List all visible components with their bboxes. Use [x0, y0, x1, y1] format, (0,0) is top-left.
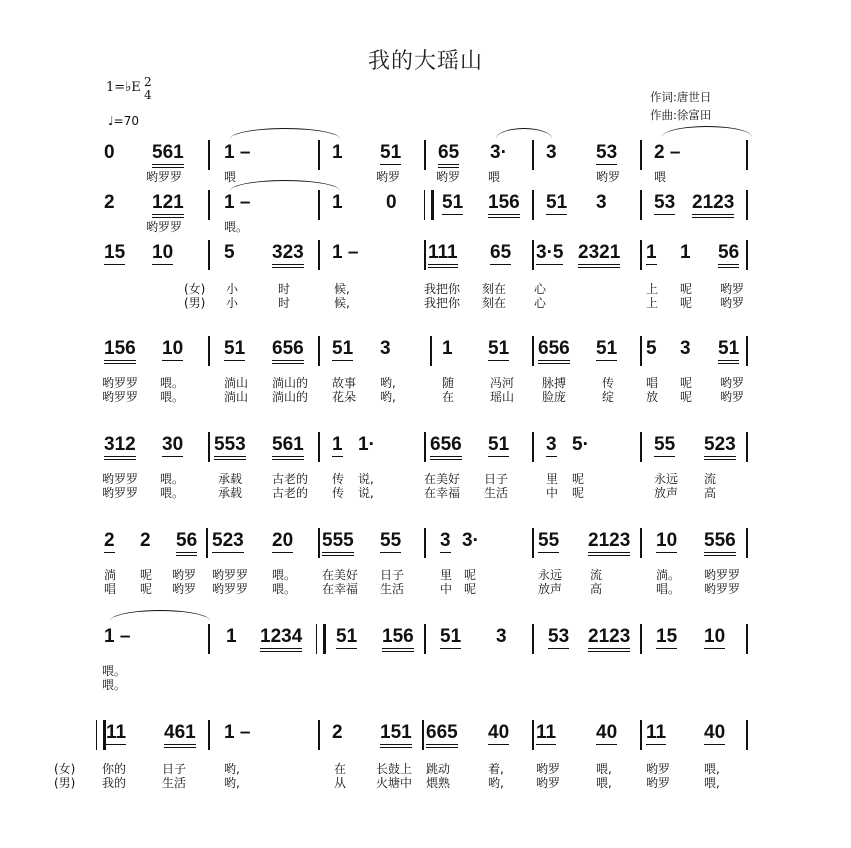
- lyric: 小: [226, 282, 239, 296]
- note: 11: [536, 722, 557, 743]
- lyric: 流: [704, 472, 717, 486]
- lyric: 哟罗罗: [146, 170, 183, 184]
- lyric: 在美好: [322, 568, 359, 582]
- lyric: 放声: [538, 582, 563, 596]
- lyric: 喂。: [272, 568, 297, 582]
- lyric: 上: [646, 296, 659, 310]
- lyric: 呢: [680, 296, 693, 310]
- lyric: 哟罗: [720, 390, 745, 404]
- lyric: 哟,: [488, 776, 504, 790]
- lyric: 哟罗: [436, 170, 461, 184]
- note: 556: [704, 530, 736, 556]
- lyric: (女): [184, 282, 206, 296]
- note: 51: [380, 142, 402, 163]
- note: 15: [656, 626, 678, 647]
- lyric: (女): [54, 762, 76, 776]
- note: 10: [162, 338, 184, 359]
- lyric: 脸庞: [542, 390, 567, 404]
- lyric: 淌。: [656, 568, 681, 582]
- composer: 作曲:徐富田: [650, 108, 712, 122]
- lyric: 呢: [140, 568, 153, 582]
- note: 53: [654, 192, 676, 213]
- note: 51: [336, 626, 358, 647]
- slur: [110, 610, 210, 621]
- note: 51: [224, 338, 246, 359]
- lyric: 你的: [102, 762, 127, 776]
- song-title: 我的大瑶山: [367, 49, 483, 74]
- lyric: 哟罗: [720, 282, 745, 296]
- lyric: 承载: [218, 472, 243, 486]
- note: 656: [430, 434, 462, 460]
- lyric: 候,: [334, 296, 350, 310]
- lyric: 传: [332, 486, 345, 500]
- lyric: 喂,: [704, 762, 720, 776]
- lyric: 哟罗罗: [102, 376, 139, 390]
- note: 11: [106, 722, 127, 743]
- lyric: 喂。: [160, 472, 185, 486]
- lyric: 流: [590, 568, 603, 582]
- note: 2: [332, 722, 343, 743]
- note: 40: [488, 722, 510, 743]
- lyric: 脉搏: [542, 376, 567, 390]
- note: 1 –: [224, 192, 251, 213]
- lyric: 哟罗: [376, 170, 401, 184]
- note: 3: [380, 338, 391, 359]
- lyric: 放声: [654, 486, 679, 500]
- note: 11: [646, 722, 667, 743]
- note: 523: [704, 434, 736, 460]
- lyric: 里: [546, 472, 559, 486]
- note: 2123: [588, 626, 630, 652]
- lyric: 哟罗罗: [212, 568, 249, 582]
- note: 1: [646, 242, 657, 263]
- lyric: 呢: [680, 282, 693, 296]
- lyric: 冯河: [490, 376, 515, 390]
- lyric: 生活: [380, 582, 405, 596]
- note: 51: [332, 338, 354, 359]
- lyric: 淌山: [224, 376, 249, 390]
- lyric: 火塘中: [376, 776, 413, 790]
- note: 461: [164, 722, 196, 748]
- note: 3: [596, 192, 607, 213]
- lyric: 传: [332, 472, 345, 486]
- lyric: 哟,: [224, 776, 240, 790]
- lyric: 喂。: [102, 678, 127, 692]
- lyric: 喂。: [160, 486, 185, 500]
- lyric: 我的: [102, 776, 127, 790]
- lyric: 哟罗: [172, 568, 197, 582]
- note: 40: [704, 722, 726, 743]
- note: 553: [214, 434, 246, 460]
- note: 2: [104, 192, 115, 213]
- note: 5: [646, 338, 657, 359]
- lyric: 哟罗罗: [102, 486, 139, 500]
- lyric: 呢: [140, 582, 153, 596]
- lyric: 哟罗罗: [102, 472, 139, 486]
- note: 51: [488, 434, 510, 455]
- lyric: 哟,: [224, 762, 240, 776]
- lyric: 哟罗罗: [146, 220, 183, 234]
- note: 312: [104, 434, 136, 460]
- lyric: 生活: [484, 486, 509, 500]
- note: 55: [654, 434, 676, 455]
- note: 40: [596, 722, 618, 743]
- key-label: 1=♭E: [106, 80, 141, 95]
- tempo-marking: ♩=70: [108, 114, 139, 128]
- note: 3: [440, 530, 451, 551]
- lyric: 说,: [358, 472, 374, 486]
- lyric: 从: [334, 776, 347, 790]
- note: 1: [332, 192, 343, 213]
- lyric: 哟罗: [596, 170, 621, 184]
- lyric: 我把你: [424, 296, 461, 310]
- note: 55: [380, 530, 402, 551]
- lyric: 我把你: [424, 282, 461, 296]
- lyric: 哟罗罗: [704, 582, 741, 596]
- lyric: 哟,: [380, 390, 396, 404]
- note: 5: [224, 242, 235, 263]
- note: 2321: [578, 242, 620, 268]
- note: 51: [718, 338, 739, 364]
- note: 0: [386, 192, 397, 213]
- lyric: 喂。: [102, 664, 127, 678]
- key-signature: [106, 75, 152, 102]
- lyric: 在: [442, 390, 455, 404]
- note: 1: [442, 338, 453, 359]
- lyric: 花朵: [332, 390, 357, 404]
- lyric: 中: [440, 582, 453, 596]
- note: 51: [442, 192, 464, 213]
- note: 1 –: [224, 142, 251, 163]
- note: 323: [272, 242, 304, 268]
- lyric: 哟,: [380, 376, 396, 390]
- lyric: 哟罗罗: [212, 582, 249, 596]
- lyric: 喂。: [224, 220, 249, 234]
- lyric: 随: [442, 376, 455, 390]
- lyric: 呢: [680, 376, 693, 390]
- lyric: 绽: [602, 390, 615, 404]
- lyric: 日子: [380, 568, 405, 582]
- note: 53: [548, 626, 570, 647]
- lyric: 时: [278, 296, 291, 310]
- note: 51: [596, 338, 618, 359]
- note: 51: [440, 626, 462, 647]
- note: 3·: [490, 142, 507, 163]
- lyric: 在幸福: [424, 486, 461, 500]
- lyric: 心: [534, 296, 547, 310]
- lyric: 哟罗: [720, 376, 745, 390]
- lyric: 高: [704, 486, 717, 500]
- note: 5·: [572, 434, 589, 455]
- time-signature: 2 4: [144, 75, 152, 102]
- lyric: 说,: [358, 486, 374, 500]
- note: 156: [382, 626, 414, 652]
- note: 10: [704, 626, 726, 647]
- note: 2123: [588, 530, 630, 556]
- note: 2123: [692, 192, 734, 218]
- lyric: 着,: [488, 762, 504, 776]
- note: 3: [496, 626, 507, 647]
- note: 65: [490, 242, 512, 263]
- lyric: 哟罗: [646, 762, 671, 776]
- repeat-end: [316, 624, 326, 654]
- note: 0: [104, 142, 115, 163]
- credits: [650, 88, 711, 124]
- slur: [230, 180, 340, 191]
- lyric: 呢: [464, 582, 477, 596]
- lyric: 小: [226, 296, 239, 310]
- slur: [496, 128, 552, 139]
- note: 20: [272, 530, 294, 551]
- note: 3: [546, 434, 557, 455]
- note: 15: [104, 242, 126, 263]
- lyric: 故事: [332, 376, 357, 390]
- note: 1 –: [224, 722, 251, 743]
- lyric: 喂。: [160, 390, 185, 404]
- lyric: 唱: [104, 582, 117, 596]
- note: 3·5: [536, 242, 564, 263]
- note: 156: [488, 192, 520, 218]
- lyric: 呢: [680, 390, 693, 404]
- lyric: 喂: [224, 170, 237, 184]
- note: 555: [322, 530, 354, 556]
- lyric: 唱: [646, 376, 659, 390]
- note: 156: [104, 338, 136, 364]
- lyric: 淌山: [224, 390, 249, 404]
- lyric: 哟罗: [536, 776, 561, 790]
- note: 30: [162, 434, 184, 455]
- note: 10: [152, 242, 174, 263]
- note: 56: [718, 242, 739, 268]
- lyric: 永远: [538, 568, 563, 582]
- note: 1: [226, 626, 237, 647]
- note: 1: [332, 434, 343, 455]
- note: 56: [176, 530, 197, 556]
- lyric: 淌: [104, 568, 117, 582]
- repeat-start: [96, 720, 106, 750]
- lyric: (男): [54, 776, 76, 790]
- lyric: 瑶山: [490, 390, 515, 404]
- note: 2 –: [654, 142, 681, 163]
- lyric: 放: [646, 390, 659, 404]
- lyric: 呢: [464, 568, 477, 582]
- lyric: 喂。: [272, 582, 297, 596]
- repeat-start: [424, 190, 434, 220]
- lyric: 古老的: [272, 486, 309, 500]
- lyric: 里: [440, 568, 453, 582]
- note: 2: [104, 530, 115, 551]
- lyric: 喂,: [596, 762, 612, 776]
- note: 656: [272, 338, 304, 364]
- note: 65: [438, 142, 459, 168]
- lyric: 哟罗: [536, 762, 561, 776]
- lyric: 淌山的: [272, 376, 309, 390]
- lyric: 喂。: [160, 376, 185, 390]
- note: 3: [680, 338, 691, 359]
- lyric: 长鼓上: [376, 762, 413, 776]
- lyric: 唱。: [656, 582, 681, 596]
- lyric: 日子: [484, 472, 509, 486]
- note: 1: [680, 242, 691, 263]
- note: 151: [380, 722, 412, 748]
- lyric: 喂: [654, 170, 667, 184]
- note: 121: [152, 192, 184, 218]
- lyric: 喂,: [596, 776, 612, 790]
- lyric: 煨熟: [426, 776, 451, 790]
- note: 51: [488, 338, 510, 359]
- lyricist: 作词:唐世日: [650, 90, 712, 104]
- note: 51: [546, 192, 568, 213]
- lyric: 在幸福: [322, 582, 359, 596]
- lyric: 上: [646, 282, 659, 296]
- lyric: 刻在: [482, 282, 507, 296]
- lyric: 古老的: [272, 472, 309, 486]
- lyric: 在: [334, 762, 347, 776]
- note: 3·: [462, 530, 479, 551]
- lyric: 日子: [162, 762, 187, 776]
- lyric: 时: [278, 282, 291, 296]
- lyric: 生活: [162, 776, 187, 790]
- lyric: 喂,: [704, 776, 720, 790]
- note: 55: [538, 530, 560, 551]
- lyric: 中: [546, 486, 559, 500]
- note: 10: [656, 530, 678, 551]
- note: 53: [596, 142, 618, 163]
- note: 561: [152, 142, 184, 168]
- note: 1234: [260, 626, 302, 652]
- lyric: 哟罗: [720, 296, 745, 310]
- lyric: 淌山的: [272, 390, 309, 404]
- note: 561: [272, 434, 304, 460]
- note: 1 –: [332, 242, 359, 263]
- lyric: 呢: [572, 472, 585, 486]
- lyric: 心: [534, 282, 547, 296]
- lyric: 高: [590, 582, 603, 596]
- lyric: 永远: [654, 472, 679, 486]
- note: 111: [428, 242, 458, 268]
- note: 2: [140, 530, 151, 551]
- lyric: 喂: [488, 170, 501, 184]
- lyric: (男): [184, 296, 206, 310]
- note: 1·: [358, 434, 375, 455]
- note: 3: [546, 142, 557, 163]
- note: 523: [212, 530, 244, 551]
- lyric: 在美好: [424, 472, 461, 486]
- lyric: 哟罗罗: [102, 390, 139, 404]
- lyric: 刻在: [482, 296, 507, 310]
- lyric: 哟罗罗: [704, 568, 741, 582]
- lyric: 跳动: [426, 762, 451, 776]
- note: 1 –: [104, 626, 131, 647]
- lyric: 承载: [218, 486, 243, 500]
- lyric: 哟罗: [172, 582, 197, 596]
- note: 656: [538, 338, 570, 364]
- lyric: 呢: [572, 486, 585, 500]
- note: 665: [426, 722, 458, 748]
- note: 1: [332, 142, 343, 163]
- lyric: 传: [602, 376, 615, 390]
- slur: [230, 128, 340, 139]
- slur: [662, 126, 752, 137]
- lyric: 哟罗: [646, 776, 671, 790]
- lyric: 候,: [334, 282, 350, 296]
